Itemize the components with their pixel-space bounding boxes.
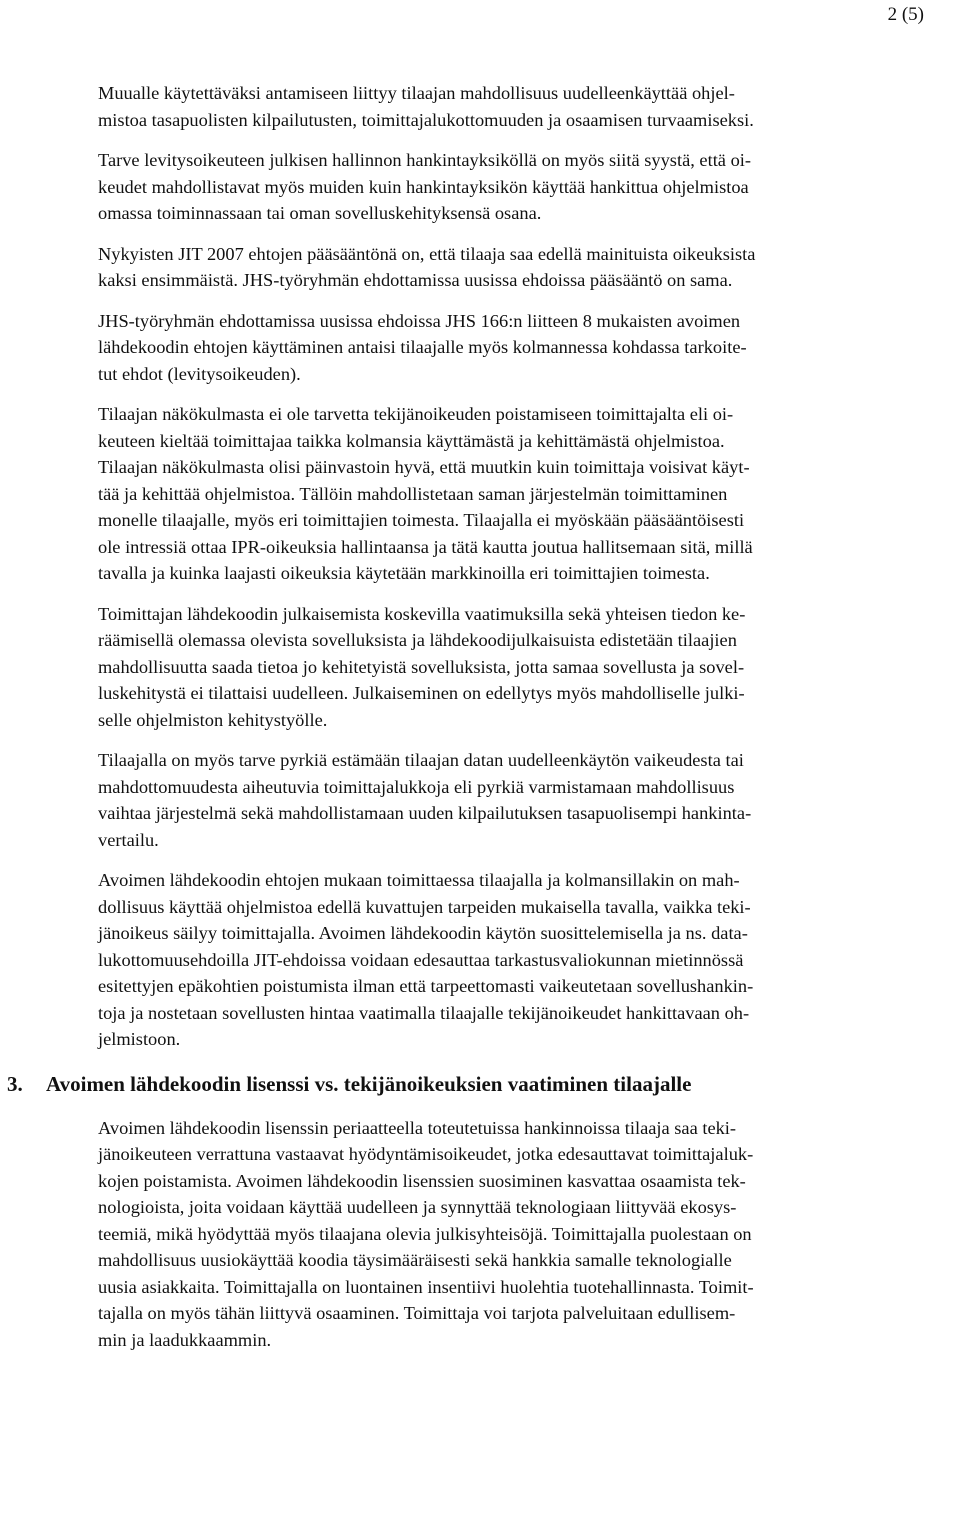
section-title: Avoimen lähdekoodin lisenssi vs. tekijänoikeuksien vaatiminen tilaajalle <box>46 1071 692 1096</box>
paragraph-line: luskehitystä ei tilattaisi uudelleen. Julkaiseminen on edellytys myös mahdolliselle julki- <box>98 683 745 703</box>
paragraph-line: mahdollisuutta saada tietoa jo kehitetyistä sovelluksista, jotta samaa sovellusta ja sovel- <box>98 656 745 677</box>
paragraph-line: Tarve levitysoikeuteen julkisen hallinnon hankintayksiköllä on myös siitä syystä, että oi- <box>98 150 751 170</box>
paragraph-line: lukottomuusehdoilla JIT-ehdoissa voidaan edesauttaa tarkastusvaliokunnan mietinnössä <box>98 949 744 970</box>
paragraph-line: tavalla ja kuinka laajasti oikeuksia käytetään markkinoilla eri toimittajien toimesta. <box>98 563 710 583</box>
section-number: 3. <box>7 1071 23 1096</box>
paragraph <box>98 80 955 133</box>
paragraph-line: Tilaajan näkökulmasta ei ole tarvetta tekijänoikeuden poistamiseen toimittajalta eli oi- <box>98 404 734 424</box>
paragraph <box>98 747 955 853</box>
paragraph-line: Tilaajan näkökulmasta olisi päinvastoin hyvä, että muutkin kuin toimittaja voisivat käyt- <box>98 457 750 477</box>
paragraph-line: toja ja nostetaan sovellusten hintaa vaatimalla tilaajalle tekijänoikeudet hankittavaan oh- <box>98 1002 750 1023</box>
paragraph <box>98 1115 955 1354</box>
paragraph-line: ole intressiä ottaa IPR-oikeuksia hallintaansa ja tätä kautta joutua hallitsemaan sitä, millä <box>98 536 753 557</box>
paragraph-line: kojen poistamista. Avoimen lähdekoodin lisenssien suosiminen kasvattaa osaamista tek- <box>98 1170 746 1191</box>
paragraph-line: tut ehdot (levitysoikeuden). <box>98 363 301 384</box>
paragraph <box>98 147 955 227</box>
paragraph-line: Avoimen lähdekoodin lisenssin periaatteella toteutetuissa hankinnoissa tilaaja saa teki- <box>98 1117 737 1138</box>
paragraph-line: Muualle käytettäväksi antamiseen liittyy tilaajan mahdollisuus uudelleenkäyttää ohjel- <box>98 83 735 103</box>
paragraph-line: JHS-työryhmän ehdottamissa uusissa ehdoissa JHS 166:n liitteen 8 mukaisten avoimen <box>98 310 741 331</box>
paragraph-line: jänoikeus säilyy toimittajalla. Avoimen lähdekoodin käytön suosittelemisella ja ns. data- <box>98 923 748 943</box>
paragraph-line: keudet mahdollistavat myös muiden kuin hankintayksikön käyttää hankittua ohjelmistoa <box>98 176 749 197</box>
paragraph-line: mahdollisuus uusiokäyttää koodia täysimääräisesti sekä hankkia samalle teknologialle <box>98 1250 732 1270</box>
paragraph-line: teemiä, mikä hyödyttää myös tilaajana olevia julkisyhteisöjä. Toimittajalla puolestaan on <box>98 1223 752 1244</box>
paragraph-line: vaihtaa järjestelmä sekä mahdollistamaan uuden kilpailutuksen tasapuolisempi hankinta- <box>98 803 752 823</box>
paragraph-line: tajalla on myös tähän liittyvä osaaminen. Toimittaja voi tarjota palveluitaan edullisem- <box>98 1303 736 1323</box>
section-heading <box>7 1071 955 1097</box>
paragraph-line: min ja laadukkaammin. <box>98 1329 272 1350</box>
paragraph-line: tää ja kehittää ohjelmistoa. Tällöin mahdollistetaan saman järjestelmän toimittaminen <box>98 483 728 504</box>
paragraph-line: dollisuus käyttää ohjelmistoa edellä kuvattujen tarpeiden mukaisella tavalla, vaikka teki- <box>98 896 751 917</box>
paragraph <box>98 401 955 587</box>
paragraph-line: keuteen kieltää toimittajaa taikka kolmansia käyttämästä ja kehittämästä ohjelmistoa. <box>98 430 725 451</box>
paragraph-line: mistoa tasapuolisten kilpailutusten, toimittajalukottomuuden ja osaamisen turvaamiseksi. <box>98 109 754 130</box>
paragraph-line: omassa toiminnassaan tai oman sovelluskehityksensä osana. <box>98 203 542 223</box>
paragraph-line: selle ohjelmiston kehitystyölle. <box>98 709 328 730</box>
paragraph-line: kaksi ensimmäistä. JHS-työryhmän ehdottamissa uusissa ehdoissa pääsääntö on sama. <box>98 270 733 290</box>
document-body <box>7 80 955 1367</box>
paragraph-line: mahdottomuudesta aiheutuvia toimittajalukkoja eli pyrkiä varmistamaan mahdollisuus <box>98 776 735 797</box>
paragraph-line: jelmistoon. <box>98 1029 181 1049</box>
paragraph-line: Avoimen lähdekoodin ehtojen mukaan toimittaessa tilaajalla ja kolmansillakin on mah- <box>98 870 740 890</box>
paragraph <box>98 601 955 734</box>
paragraph-line: lähdekoodin ehtojen käyttäminen antaisi tilaajalle myös kolmannessa kohdassa tarkoite- <box>98 337 747 357</box>
paragraph-line: Nykyisten JIT 2007 ehtojen pääsääntönä on, että tilaaja saa edellä mainituista oikeuksista <box>98 243 756 264</box>
page-number: 2 (5) <box>887 4 924 25</box>
paragraph-line: nologioista, joita voidaan käyttää uudelleen ja synnyttää teknologiaan liittyvää ekosys- <box>98 1197 737 1217</box>
paragraph-line: räämisellä olemassa olevista sovelluksista ja lähdekoodijulkaisuista edistetään tilaajien <box>98 630 737 650</box>
paragraph-line: vertailu. <box>98 829 159 850</box>
paragraph-line: Tilaajalla on myös tarve pyrkiä estämään tilaajan datan uudelleenkäytön vaikeudesta tai <box>98 750 744 770</box>
paragraph <box>98 867 955 1053</box>
paragraph-line: esitettyjen epäkohtien poistumista ilman että tarpeettomasti vaikeutetaan sovellushankin- <box>98 976 754 996</box>
paragraph <box>98 241 955 294</box>
paragraph <box>98 308 955 388</box>
paragraph-line: Toimittajan lähdekoodin julkaisemista koskevilla vaatimuksilla sekä yhteisen tiedon ke- <box>98 603 746 624</box>
paragraph-line: monelle tilaajalle, myös eri toimittajien toimesta. Tilaajalla ei myöskään pääsääntöisesti <box>98 510 745 530</box>
paragraph-line: uusia asiakkaita. Toimittajalla on luontainen insentiivi huolehtia tuotehallinnasta. Toimit- <box>98 1276 754 1297</box>
paragraph-line: jänoikeuteen verrattuna vastaavat hyödyntämisoikeudet, jotka edesauttavat toimittajaluk- <box>98 1144 754 1164</box>
